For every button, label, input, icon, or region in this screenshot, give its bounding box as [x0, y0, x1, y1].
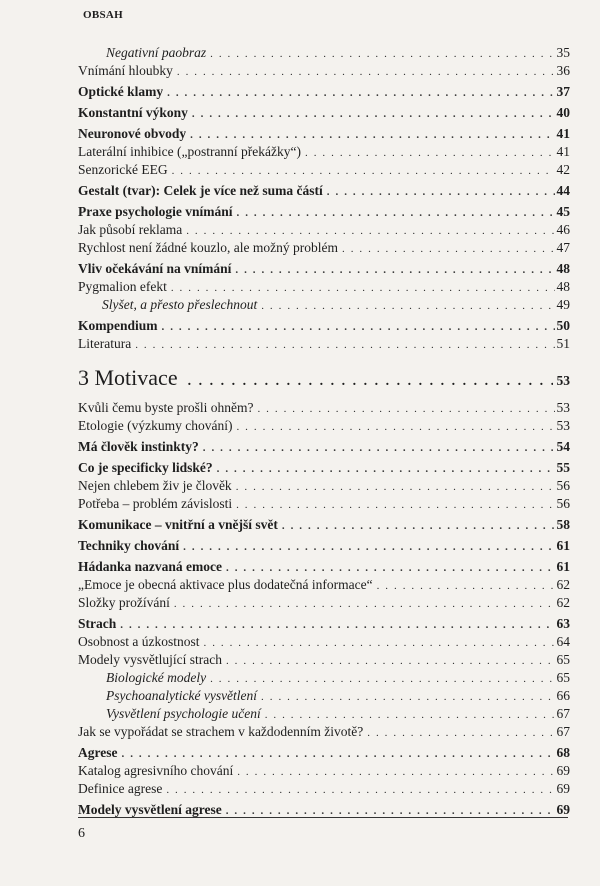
toc-entry-title: Gestalt (tvar): Celek je více než suma částí: [78, 183, 323, 198]
dot-leader: [174, 595, 555, 613]
toc-entry-page: 45: [556, 204, 570, 219]
toc-entry: [78, 576, 570, 594]
toc-entry-title: Jak působí reklama: [78, 222, 183, 237]
dot-leader: [236, 496, 554, 514]
toc-entry: [78, 417, 570, 435]
toc-entry-title: Rychlost není žádné kouzlo, ale možný problém: [78, 240, 339, 255]
toc-entry-page: 40: [556, 105, 570, 120]
toc-entry: [78, 477, 570, 495]
dot-leader: [237, 763, 554, 781]
dot-leader: [226, 652, 555, 670]
toc-entry-title: Nejen chlebem živ je člověk: [78, 478, 232, 493]
dot-leader: [204, 634, 555, 652]
chapter-page: 53: [556, 373, 570, 388]
dot-leader: [327, 183, 555, 201]
toc-entry: [78, 221, 570, 239]
toc-entry-title: Konstantní výkony: [78, 105, 188, 120]
dot-leader: [282, 517, 555, 535]
toc-entry: [78, 459, 570, 477]
toc-entry-page: 42: [556, 162, 570, 177]
chapter-title: 3 Motivace: [78, 365, 178, 390]
toc-entry: [78, 239, 570, 257]
toc-entry: [78, 669, 570, 687]
toc-entry-title: Co je specificky lidské?: [78, 460, 213, 475]
toc-entry-page: 62: [556, 595, 570, 610]
dot-leader: [261, 688, 554, 706]
toc-entry: [78, 44, 570, 62]
dot-leader: [261, 297, 554, 315]
chapter-heading: [78, 365, 570, 395]
toc-entry-page: 58: [556, 517, 570, 532]
toc-entry-page: 54: [556, 439, 570, 454]
toc-entry-page: 68: [556, 745, 570, 760]
toc-entry-page: 67: [556, 724, 570, 739]
dot-leader: [217, 460, 555, 478]
table-of-contents: [78, 44, 570, 819]
toc-entry-title: Strach: [78, 616, 117, 631]
toc-entry-title: Negativní paobraz: [106, 45, 207, 60]
dot-leader: [367, 724, 554, 742]
toc-entry-page: 50: [556, 318, 570, 333]
toc-entry-title: Definice agrese: [78, 781, 163, 796]
toc-entry: [78, 83, 570, 101]
toc-entry-title: Vysvětlení psychologie učení: [106, 706, 261, 721]
dot-leader: [305, 144, 554, 162]
toc-entry-title: Kompendium: [78, 318, 158, 333]
toc-entry-page: 53: [556, 418, 570, 433]
toc-entry: [78, 296, 570, 314]
toc-entry-title: Senzorické EEG: [78, 162, 168, 177]
toc-entry-page: 53: [556, 400, 570, 415]
toc-entry: [78, 780, 570, 798]
dot-leader: [167, 84, 554, 102]
dot-leader: [236, 478, 555, 496]
toc-entry-title: Optické klamy: [78, 84, 164, 99]
toc-entry-title: Katalog agresivního chování: [78, 763, 234, 778]
dot-leader: [177, 63, 555, 81]
toc-entry-page: 64: [556, 634, 570, 649]
toc-entry-page: 66: [556, 688, 570, 703]
toc-entry-title: Praxe psychologie vnímání: [78, 204, 233, 219]
toc-entry-page: 61: [556, 559, 570, 574]
dot-leader: [236, 418, 554, 436]
toc-entry: [78, 705, 570, 723]
page-header: OBSAH: [83, 9, 124, 21]
dot-leader: [190, 126, 554, 144]
toc-entry-title: Vliv očekávání na vnímání: [78, 261, 232, 276]
page-number: 6: [78, 826, 85, 841]
toc-entry-title: Neuronové obvody: [78, 126, 187, 141]
toc-entry: [78, 495, 570, 513]
toc-entry: [78, 317, 570, 335]
toc-entry-page: 62: [556, 577, 570, 592]
toc-entry-title: Složky prožívání: [78, 595, 170, 610]
toc-entry-page: 41: [556, 144, 570, 159]
toc-entry-title: Biologické modely: [106, 670, 207, 685]
toc-entry-page: 48: [556, 261, 570, 276]
toc-entry: [78, 260, 570, 278]
toc-entry-page: 36: [556, 63, 570, 78]
toc-entry: [78, 143, 570, 161]
toc-entry: [78, 161, 570, 179]
toc-entry-page: 69: [556, 781, 570, 796]
toc-entry-title: Pygmalion efekt: [78, 279, 167, 294]
toc-entry-title: Jak se vypořádat se strachem v každodenním životě?: [78, 724, 364, 739]
dot-leader: [226, 559, 554, 577]
toc-entry-page: 49: [556, 297, 570, 312]
toc-entry-title: Má člověk instinkty?: [78, 439, 199, 454]
toc-entry-page: 63: [556, 616, 570, 631]
dot-leader: [235, 261, 554, 279]
toc-entry-page: 65: [556, 670, 570, 685]
toc-entry-page: 51: [556, 336, 570, 351]
dot-leader: [203, 439, 555, 457]
toc-entry-title: Etologie (výzkumy chování): [78, 418, 233, 433]
dot-leader: [120, 616, 554, 634]
toc-entry-page: 37: [556, 84, 570, 99]
dot-leader: [186, 222, 554, 240]
toc-entry: [78, 594, 570, 612]
toc-entry-title: Psychoanalytické vysvětlení: [106, 688, 258, 703]
toc-entry: [78, 723, 570, 741]
toc-entry-title: Modely vysvětlující strach: [78, 652, 222, 667]
toc-entry: [78, 203, 570, 221]
toc-entry-title: Slyšet, a přesto přeslechnout: [102, 297, 258, 312]
toc-entry-page: 61: [556, 538, 570, 553]
dot-leader: [257, 400, 554, 418]
toc-entry: [78, 62, 570, 80]
toc-entry: [78, 633, 570, 651]
dot-leader: [122, 745, 555, 763]
dot-leader: [171, 279, 555, 297]
toc-entry: [78, 516, 570, 534]
toc-entry-page: 47: [556, 240, 570, 255]
toc-entry: [78, 335, 570, 353]
toc-entry-page: 48: [556, 279, 570, 294]
toc-entry: [78, 399, 570, 417]
toc-entry-page: 55: [556, 460, 570, 475]
toc-entry-title: Laterální inhibice („postranní překážky“): [78, 144, 302, 159]
toc-entry-title: Kvůli čemu byste prošli ohněm?: [78, 400, 254, 415]
dot-leader: [377, 577, 555, 595]
dot-leader: [237, 204, 555, 222]
toc-section-perception: [78, 44, 570, 353]
toc-entry-title: Potřeba – problém závislosti: [78, 496, 233, 511]
toc-entry-page: 56: [556, 478, 570, 493]
toc-entry-title: Literatura: [78, 336, 132, 351]
toc-entry-page: 41: [556, 126, 570, 141]
toc-entry: [78, 104, 570, 122]
toc-entry-title: „Emoce je obecná aktivace plus dodatečná informace“: [78, 577, 373, 592]
toc-entry: [78, 125, 570, 143]
dot-leader: [188, 374, 553, 390]
toc-entry-title: Osobnost a úzkostnost: [78, 634, 200, 649]
dot-leader: [166, 781, 554, 799]
dot-leader: [342, 240, 554, 258]
toc-entry-page: 44: [556, 183, 570, 198]
dot-leader: [210, 670, 554, 688]
toc-entry: [78, 762, 570, 780]
dot-leader: [192, 105, 555, 123]
toc-entry: [78, 687, 570, 705]
toc-entry: [78, 278, 570, 296]
dot-leader: [162, 318, 555, 336]
dot-leader: [135, 336, 554, 354]
toc-entry-page: 56: [556, 496, 570, 511]
toc-entry: [78, 615, 570, 633]
toc-entry: [78, 744, 570, 762]
toc-entry-title: Vnímání hloubky: [78, 63, 173, 78]
toc-entry-title: Agrese: [78, 745, 118, 760]
toc-entry: [78, 558, 570, 576]
toc-entry: [78, 438, 570, 456]
toc-entry-title: Techniky chování: [78, 538, 180, 553]
toc-entry: [78, 537, 570, 555]
toc-entry-page: 67: [556, 706, 570, 721]
toc-entry: [78, 182, 570, 200]
toc-entry-page: 35: [556, 45, 570, 60]
toc-entry-page: 46: [556, 222, 570, 237]
toc-entry-title: Hádanka nazvaná emoce: [78, 559, 223, 574]
dot-leader: [210, 45, 554, 63]
toc-entry-page: 65: [556, 652, 570, 667]
dot-leader: [265, 706, 555, 724]
toc-entry-title: Modely vysvětlení agrese: [78, 802, 222, 817]
toc-section-motivation: [78, 399, 570, 819]
toc-entry-page: 69: [556, 802, 570, 817]
toc-entry: [78, 651, 570, 669]
dot-leader: [172, 162, 555, 180]
dot-leader: [183, 538, 554, 556]
footer-rule: [78, 817, 568, 818]
toc-entry-page: 69: [556, 763, 570, 778]
toc-entry-title: Komunikace – vnitřní a vnější svět: [78, 517, 278, 532]
